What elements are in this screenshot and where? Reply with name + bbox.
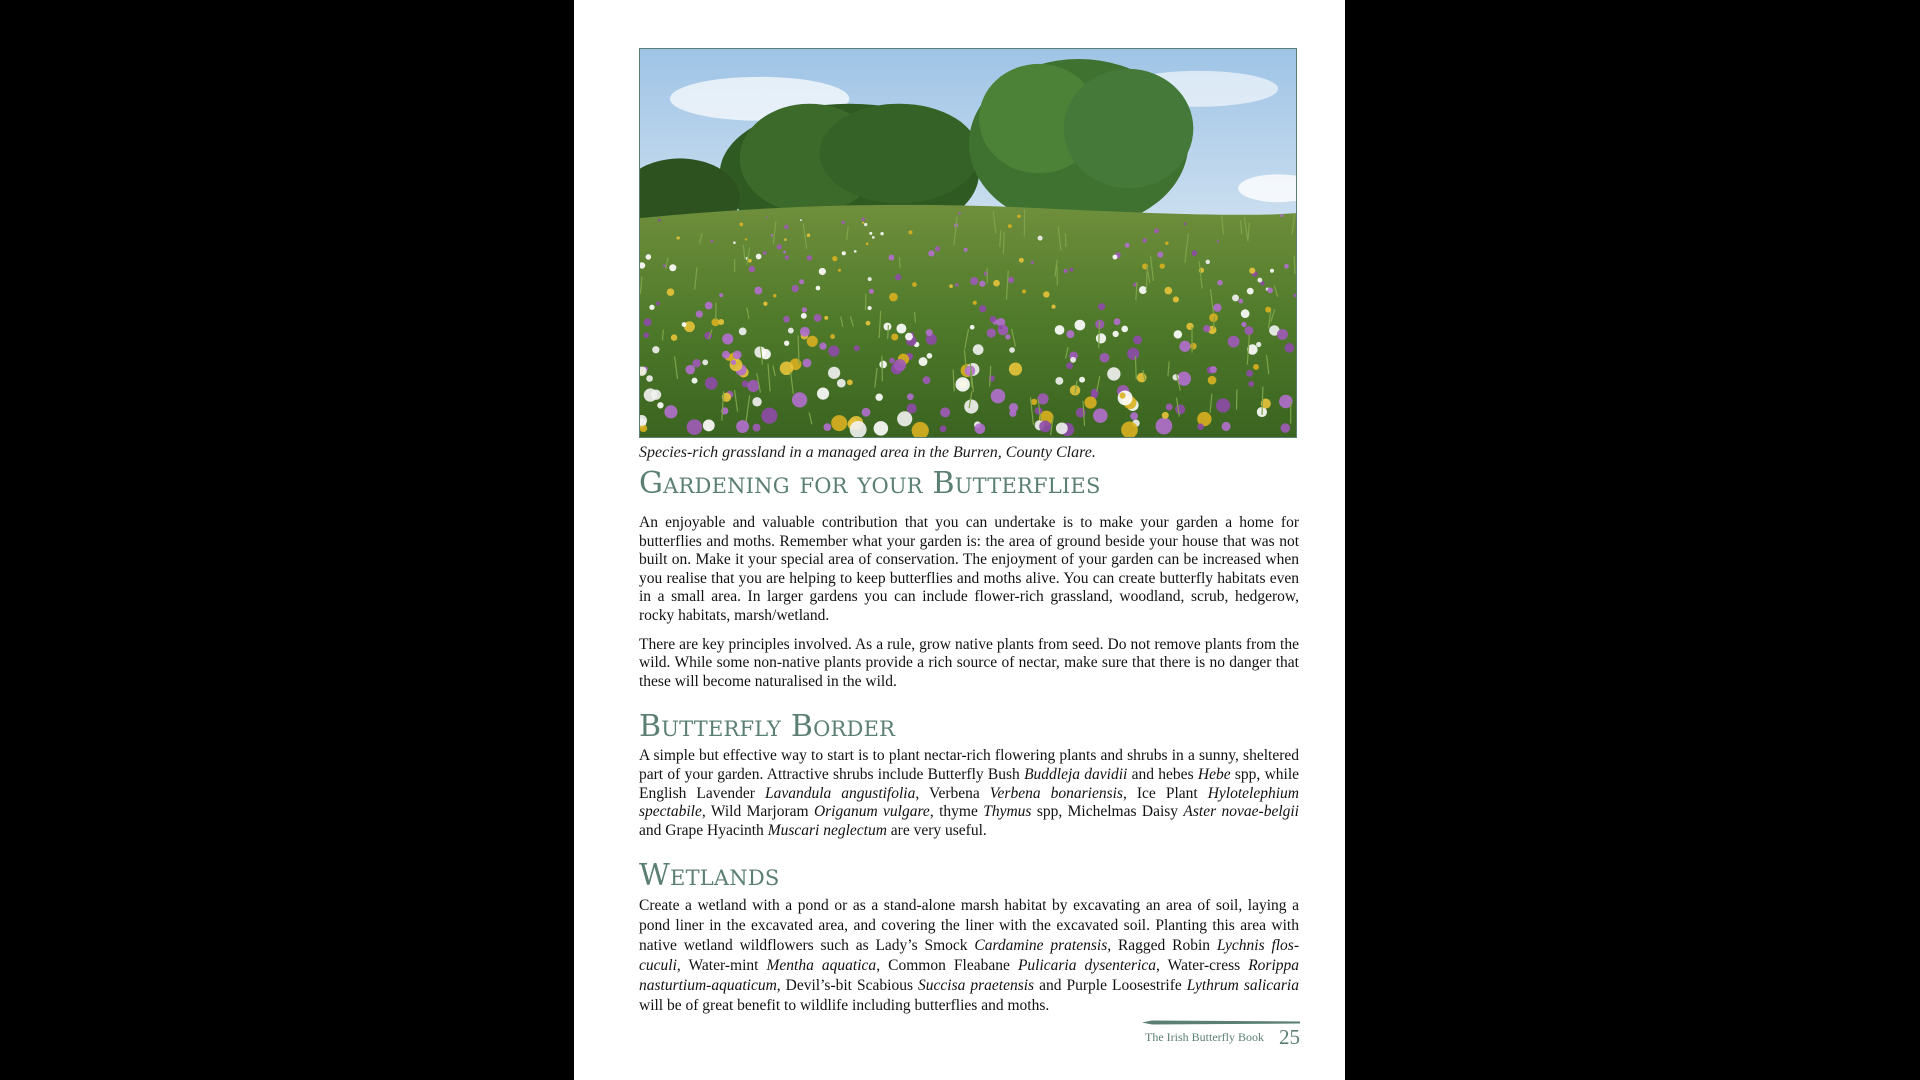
paragraph-principles: There are key principles involved. As a rule, grow native plants from seed. Do not remove plants from the wild. While some non-native plants provide a rich source of nectar, make sure that there is no danger that these will become naturalised in the wild. — [639, 635, 1299, 690]
page-number: 25 — [1279, 1025, 1300, 1049]
footer-rule-icon — [1142, 1020, 1300, 1025]
document-page — [574, 0, 1345, 1080]
book-title: The Irish Butterfly Book — [1145, 1030, 1264, 1044]
wildflower-meadow-photo-icon — [640, 49, 1296, 437]
section-heading-butterfly-border: Butterfly Border — [639, 709, 896, 745]
section-heading-wetlands: Wetlands — [639, 858, 780, 894]
meadow-photo — [639, 48, 1297, 438]
paragraph-intro: An enjoyable and valuable contribution that you can undertake is to make your garden a home for butterflies and moths. Remember what your garden is: the area of ground beside your house that was not built on. Make it your special area of conservation. The enjoyment of your garden can be increased when you realise that you are helping to keep butterflies and moths alive. You can create butterfly habitats even in a small area. In larger gardens you can include flower-rich grassland, woodland, scrub, hedgerow, rocky habitats, marsh/wetland. — [639, 514, 1299, 624]
paragraph-butterfly-border: A simple but effective way to start is to plant nectar-rich flowering plants and shrubs in a sunny, sheltered part of your garden. Attractive shrubs include Butterfly Bush Buddleja davidii and hebes Hebe spp, while English Lavender Lavandula angustifolia, Verbena Verbena bonariensis, Ice Plant Hylotelephium spectabile, Wild Marjoram Origanum vulgare, thyme Thymus spp, Michelmas Daisy Aster novae-belgii and Grape Hyacinth Muscari neglectum are very useful. — [639, 747, 1300, 839]
photo-caption: Species-rich grassland in a managed area in the Burren, County Clare. — [639, 444, 1096, 461]
page-footer — [1040, 1018, 1300, 1048]
section-heading-gardening: Gardening for your Butterflies — [639, 466, 1101, 501]
paragraph-wetlands: Create a wetland with a pond or as a stand-alone marsh habitat by excavating an area of soil, laying a pond liner in the excavated area, and covering the liner with the excavated soil. Planting this area with native wetland wildflowers such as Lady’s Smock Cardamine pratensis, Ragged Robin Lychnis flos-cuculi, Water-mint Mentha aquatica, Common Fleabane Pulicaria dysenterica, Water-cress Rorippa nasturtium-aquaticum, Devil’s-bit Scabious Succisa praetensis and Purple Loosestrife Lythrum salicaria will be of great benefit to wildlife including butterflies and moths. — [639, 897, 1300, 1015]
article-body — [639, 466, 1299, 1026]
